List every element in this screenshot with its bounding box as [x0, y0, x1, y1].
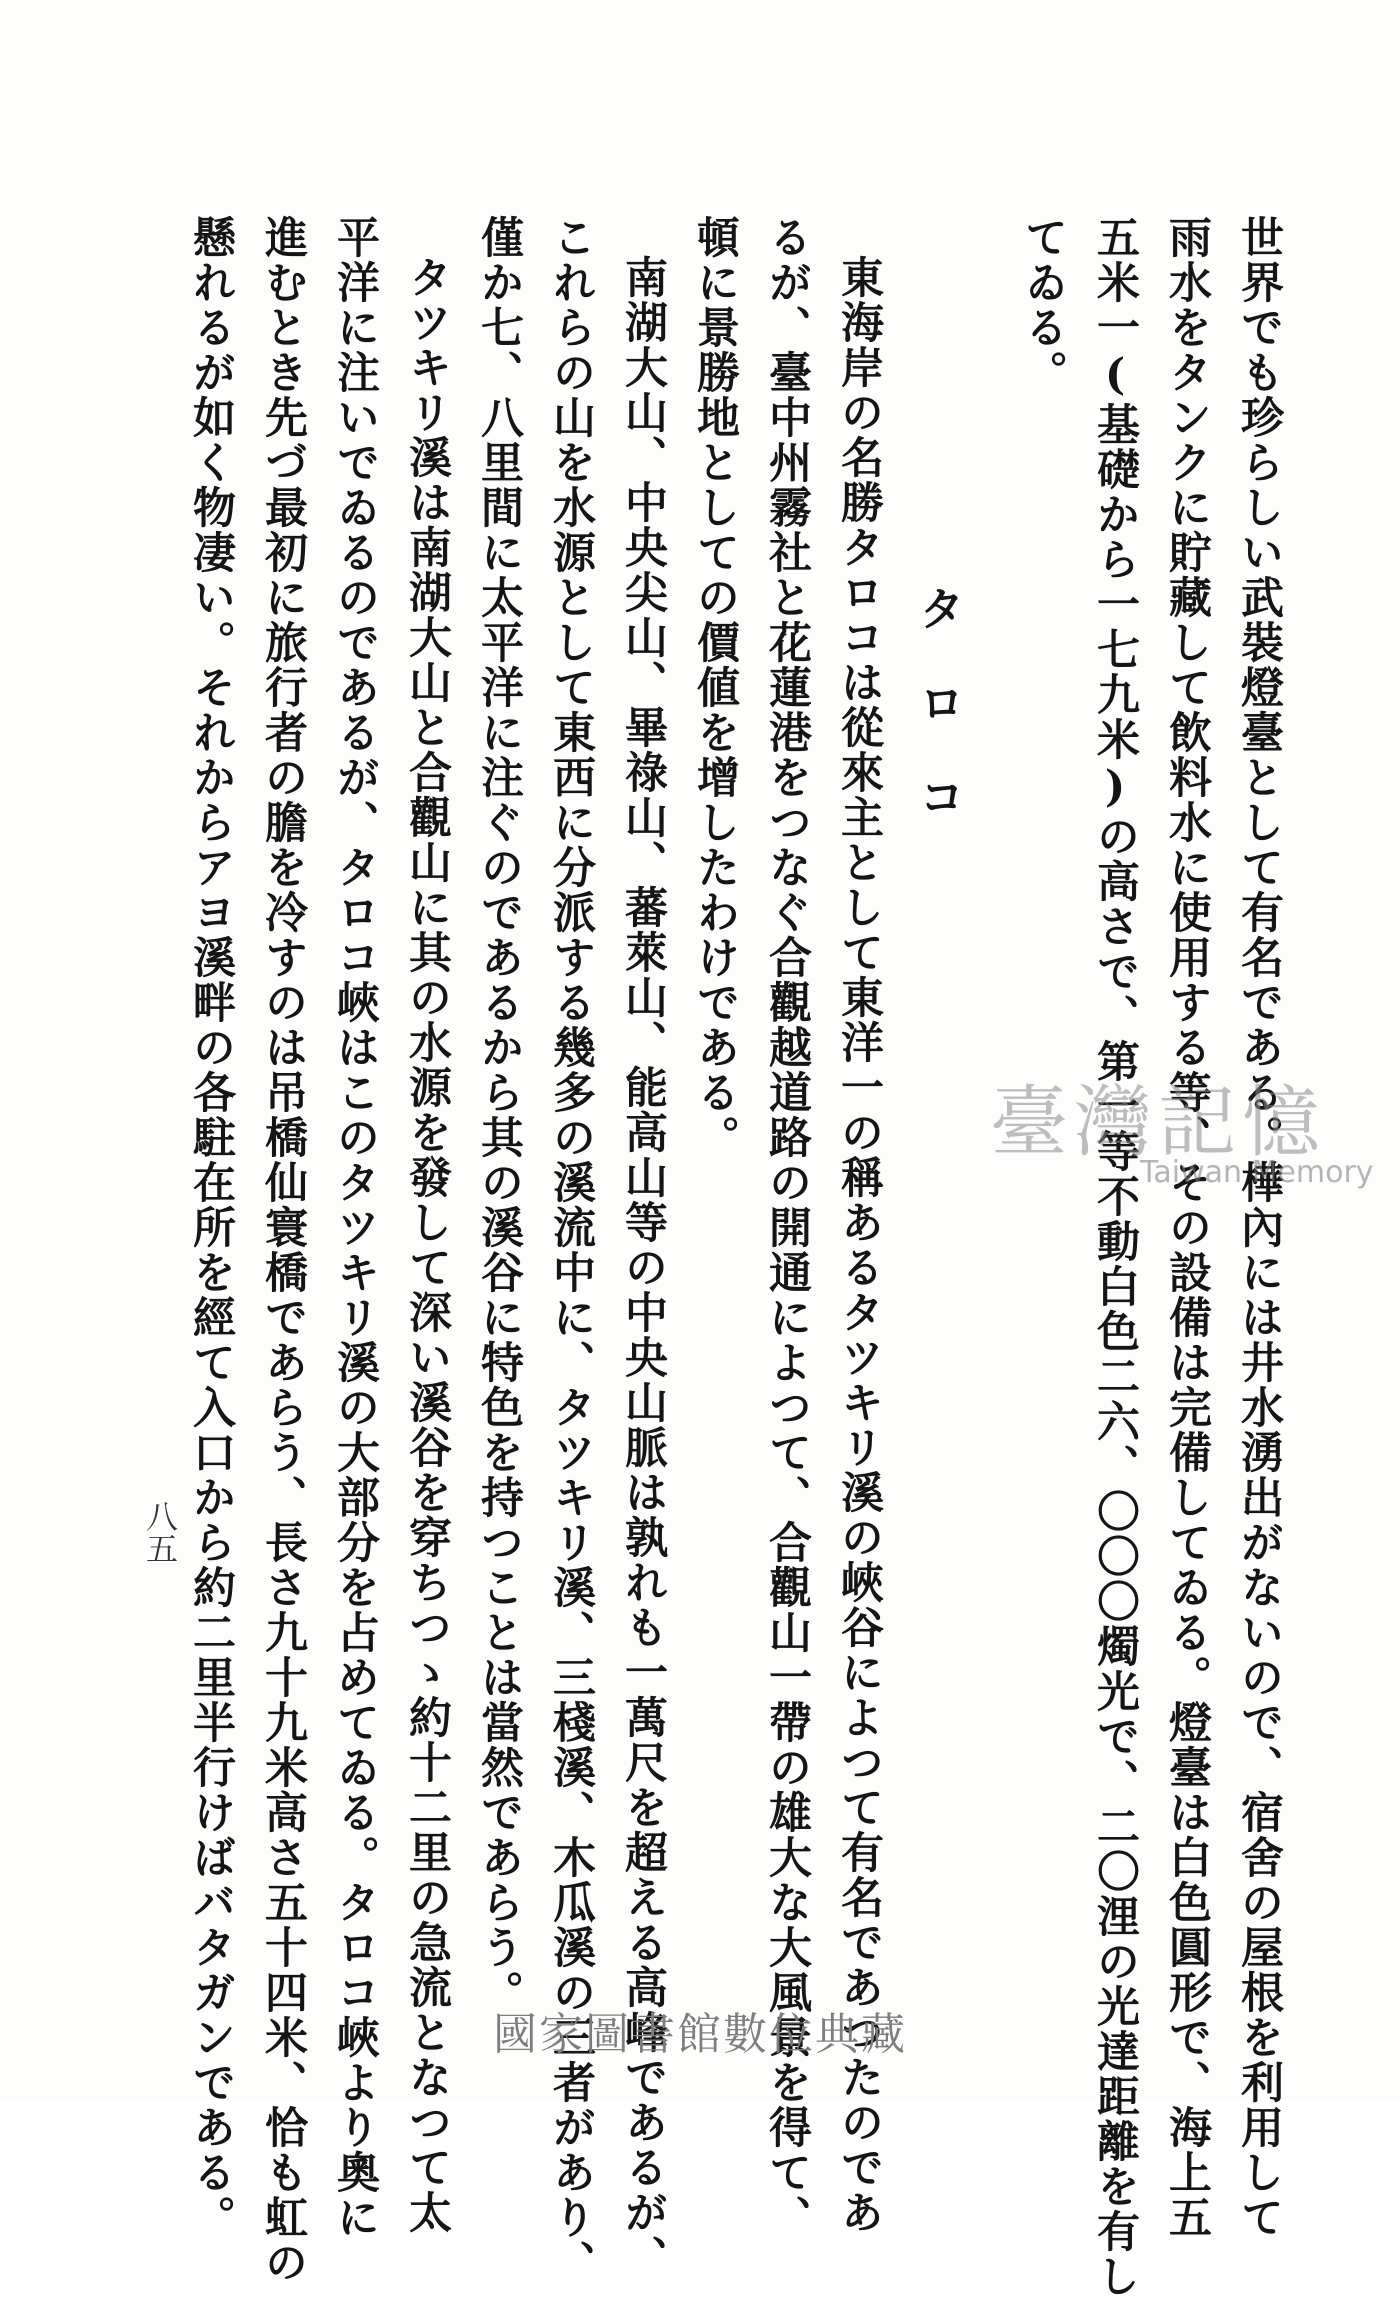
taiwan-memory-watermark — [990, 1060, 1374, 1220]
watermark-cjk-text: 臺灣記憶 — [990, 1078, 1327, 1168]
page-number: 八五 — [141, 1500, 179, 1564]
text-column-12: 平洋に注いでゐるのであるが、タロコ峽はこのタツキリ溪の大部分を占めてゐる。タロコ峽より奧に — [330, 215, 380, 2240]
text-column-6: るが、臺中州霧社と花蓮港をつなぐ合觀越道路の開通によつて、合觀山一帶の雄大な大風景を得て、 — [762, 215, 812, 2240]
text-column-13: 進むとき先づ最初に旅行者の膽を冷すのは吊橋仙寰橋であらう、長さ九十九米高さ五十四米、恰も虹の — [258, 215, 308, 2285]
text-column-9: これらの山を水源として東西に分派する幾多の溪流中に、タツキリ溪、三棧溪、木瓜溪の三者があり、 — [546, 215, 596, 2285]
text-column-7: 頓に景勝地としての價値を增したわけである。 — [690, 215, 740, 1160]
watermark-en-text: Taiwan Memory — [1140, 1155, 1374, 1190]
text-column-14: 懸れるが如く物凄い。それからアヨ溪畔の各駐在所を經て入口から約二里半行けばバタガンである。 — [186, 215, 236, 2240]
section-heading: タロコ — [912, 585, 966, 867]
text-column-1: 世界でも珍らしい武裝燈臺として有名である。樺內には井水湧出がないので、宿舍の屋根を利用して — [1234, 215, 1284, 2240]
text-column-2: 雨水をタンクに貯藏して飲料水に使用する等、その設備は完備してゐる。燈臺は白色圓形で、海上五 — [1162, 215, 1212, 2240]
text-column-5: 東海岸の名勝タロコは從來主として東洋一の稱あるタツキリ溪の峽谷によつて有名であつたのであ — [834, 255, 884, 2235]
text-column-8: 南湖大山、中央尖山、畢祿山、蕃萊山、能高山等の中央山脈は孰れも一萬尺を超える高峰であるが、 — [618, 255, 668, 2280]
text-column-10: 僅か七、八里間に太平洋に注ぐのであるから其の溪谷に特色を持つことは當然であらう。 — [474, 215, 524, 2015]
text-column-11: タツキリ溪は南湖大山と合觀山に其の水源を發して深い溪谷を穿ちつゝ約十二里の急流となつて太 — [402, 255, 452, 2235]
library-footer: 國家圖書館數位典藏 — [493, 2009, 907, 2060]
text-column-4: てゐる。 — [1018, 215, 1068, 395]
text-column-3: 五米一(基礎から一七九米)の高さで、第一等不動白色二六、〇〇〇燭光で、二〇浬の光達距離を有し — [1090, 215, 1140, 2299]
